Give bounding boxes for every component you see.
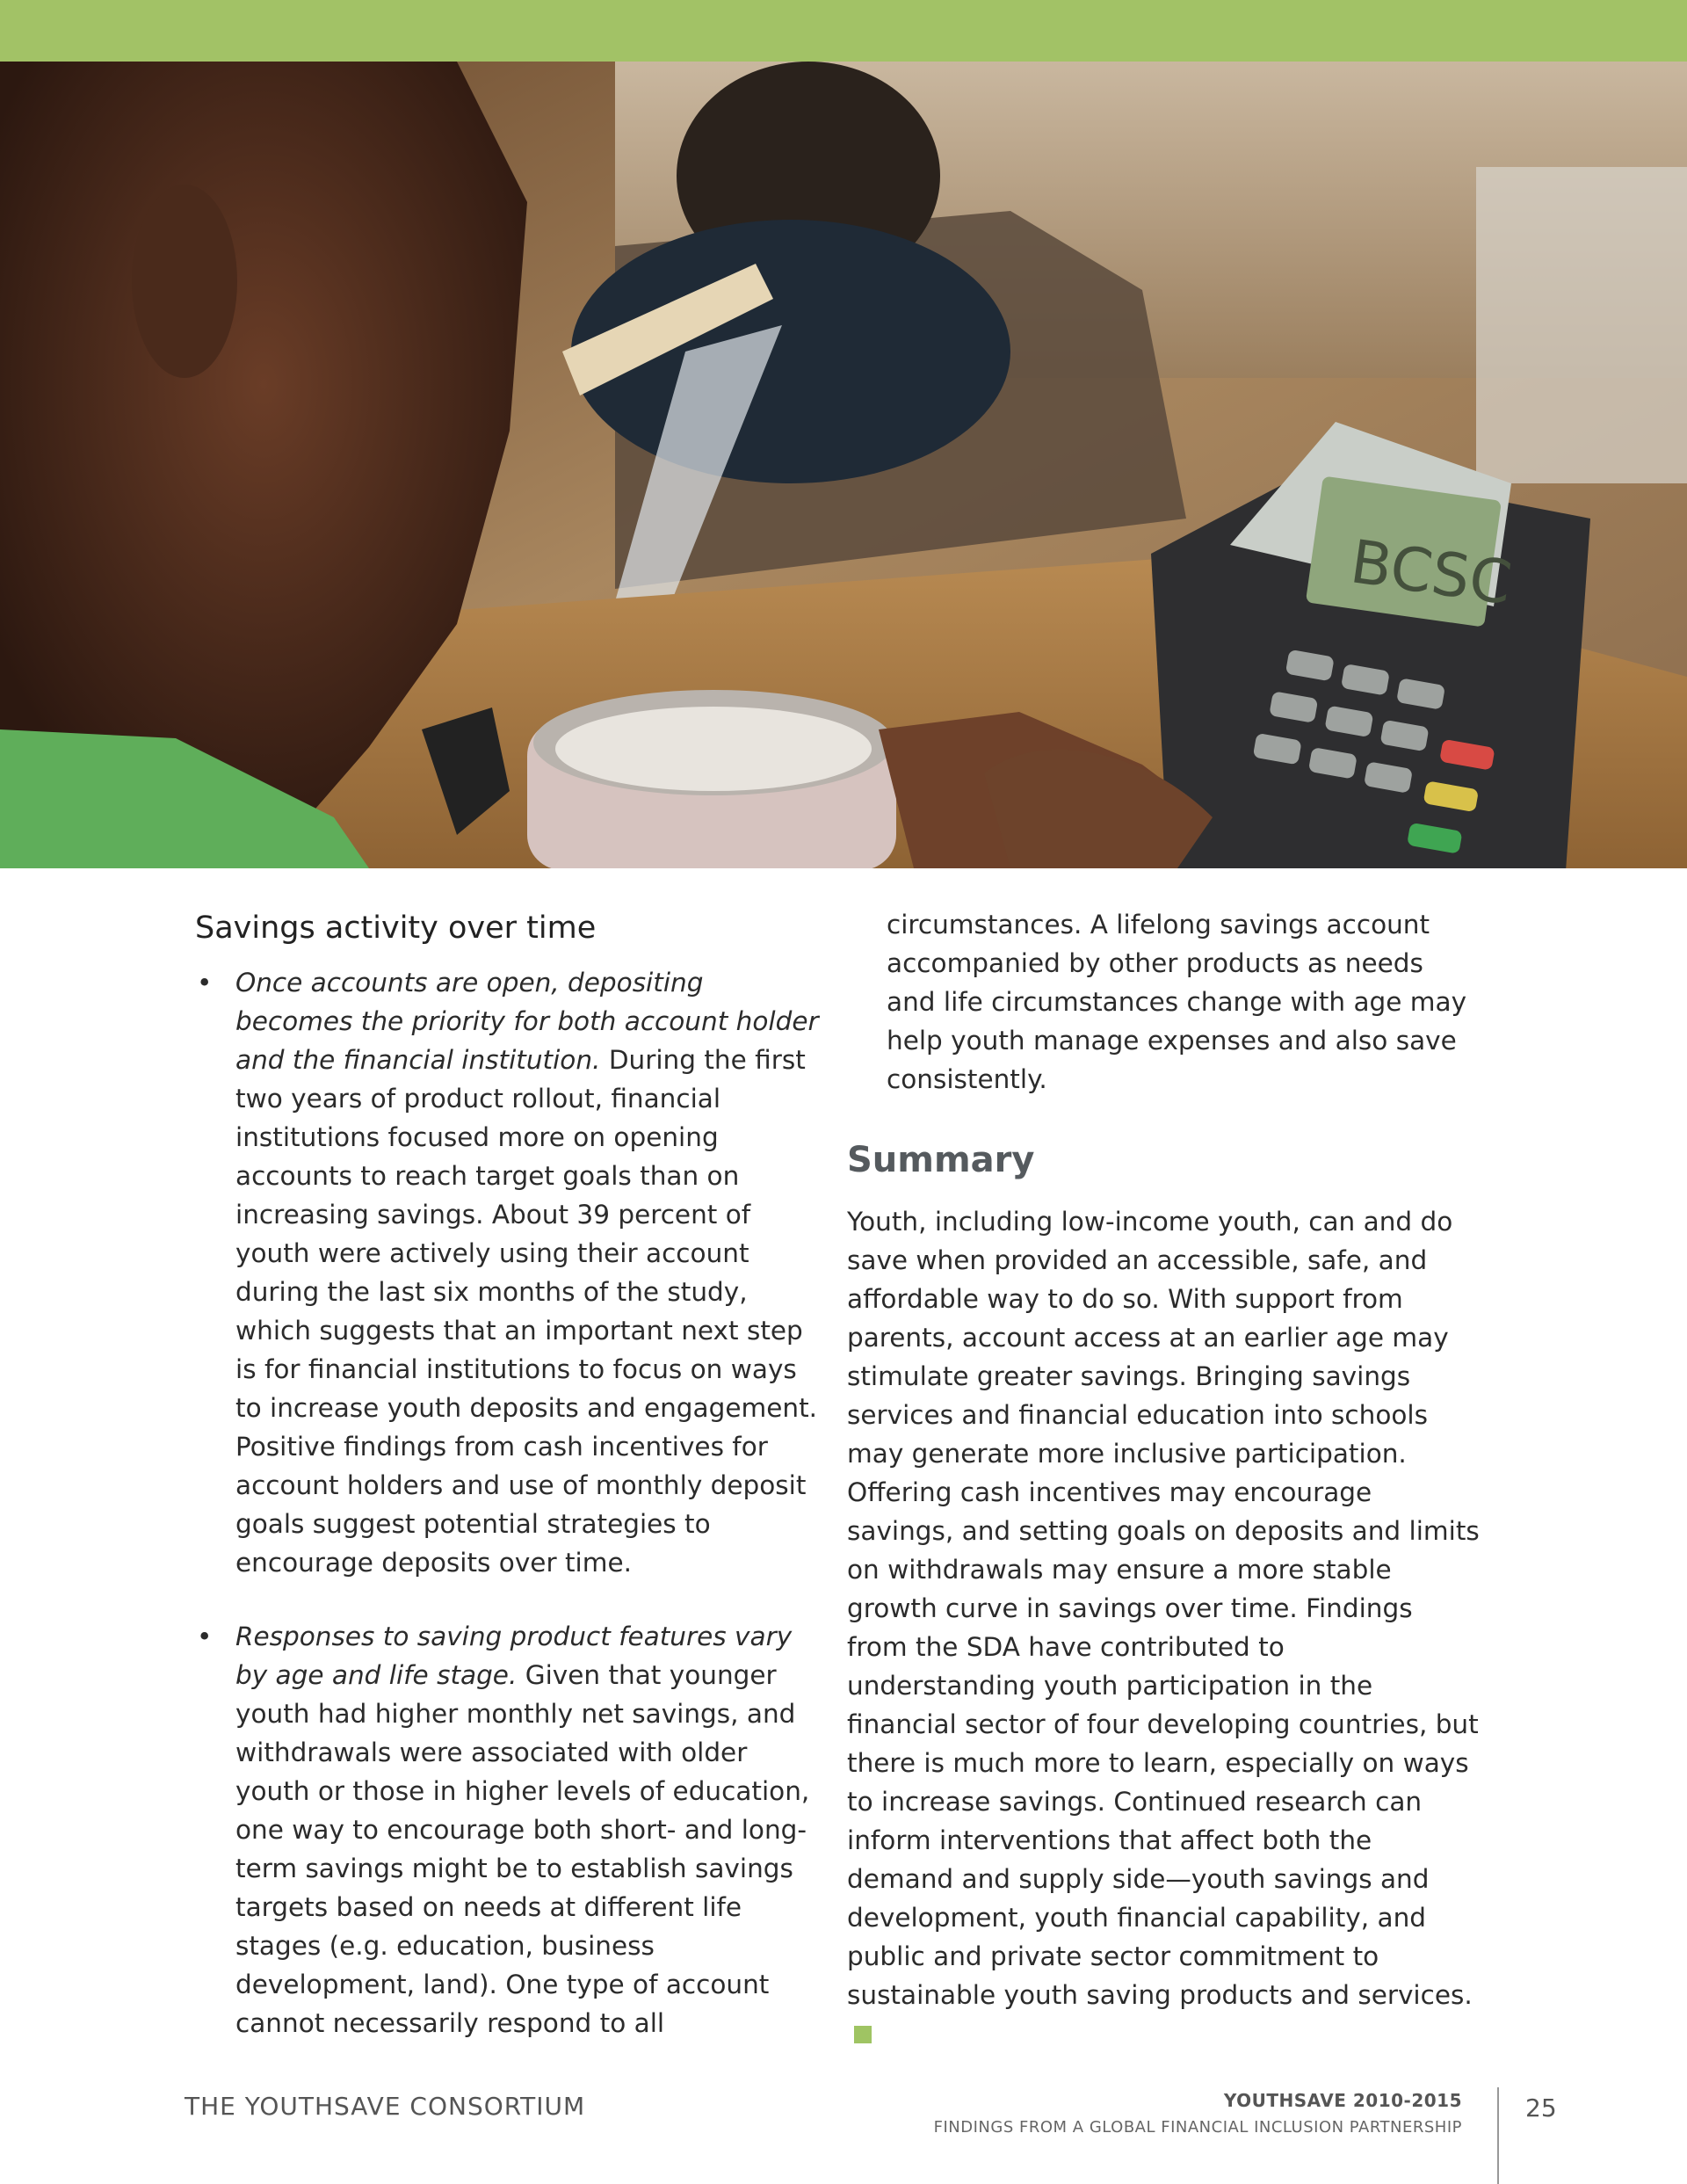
footer-divider <box>1497 2087 1499 2184</box>
left-column <box>195 905 828 2078</box>
bullet-item <box>195 963 828 1582</box>
bullet-icon: • <box>197 968 213 998</box>
end-square-icon <box>854 2026 872 2043</box>
summary-paragraph <box>847 1202 1480 2053</box>
footer-publication <box>934 2090 1462 2137</box>
header-photo <box>0 62 1687 868</box>
terminal-screen-text: BCSC <box>1346 527 1517 620</box>
continued-bullet-text: circumstances. A lifelong savings account accompanied by other products as needs and life circumstances change with age may help youth manage expenses and also save consistently. <box>887 910 1467 1094</box>
bullet-list <box>195 963 828 2043</box>
bullet-text: Given that younger youth had higher monthly net savings, and withdrawals were associated with older youth or those in higher levels of education, one way to encourage both short- and long-term savings might be to establish savings targets based on needs at different life stages (e.g. education, business development, land). One type of account cannot necessarily respond to all <box>235 1660 810 2038</box>
footer-subtitle: FINDINGS FROM A GLOBAL FINANCIAL INCLUSION PARTNERSHIP <box>933 2118 1462 2137</box>
summary-heading: Summary <box>847 1140 1035 1180</box>
bullet-lead: Once accounts are open, depositing becomes the priority for both account holder and the financial institution. <box>235 968 819 1075</box>
summary-text: Youth, including low-income youth, can and do save when provided an accessible, safe, and affordable way to do so. With support from parents, account access at an earlier age may stimulate greater savings. Bringing savings services and financial education into schools may generate more inclusive participation. Offering cash incentives may encourage savings, and setting goals on deposits and limits on withdrawals may ensure a more stable growth curve in savings over time. Findings from the SDA have contributed to understanding youth participation in the financial sector of four developing countries, but there is much more to learn, especially on ways to increase savings. Continued research can inform interventions that affect both the demand and supply side—youth savings and development, youth financial capability, and public and private sector commitment to sustainable youth saving products and services. <box>847 1207 1480 2010</box>
bullet-text: During the first two years of product rollout, financial institutions focused more on opening accounts to reach target goals than on increasing savings. About 39 percent of youth were actively using their account during the last six months of the study, which suggests that an important next step is for financial institutions to focus on ways to increase youth deposits and engagement. Positive findings from cash incentives for account holders and use of monthly deposit goals suggest potential strategies to encourage deposits over time. <box>235 1045 818 1578</box>
bullet-lead: Responses to saving product features vary by age and life stage. <box>235 1622 793 1690</box>
footer-organization: THE YOUTHSAVE CONSORTIUM <box>185 2092 586 2121</box>
bullet-item <box>195 1617 828 2043</box>
right-column <box>847 905 1480 2053</box>
top-color-band <box>0 0 1687 62</box>
page-number: 25 <box>1525 2093 1557 2122</box>
section-heading: Savings activity over time <box>195 911 597 946</box>
footer-title: YOUTHSAVE 2010-2015 <box>1223 2090 1462 2111</box>
bullet-icon: • <box>197 1622 213 1651</box>
